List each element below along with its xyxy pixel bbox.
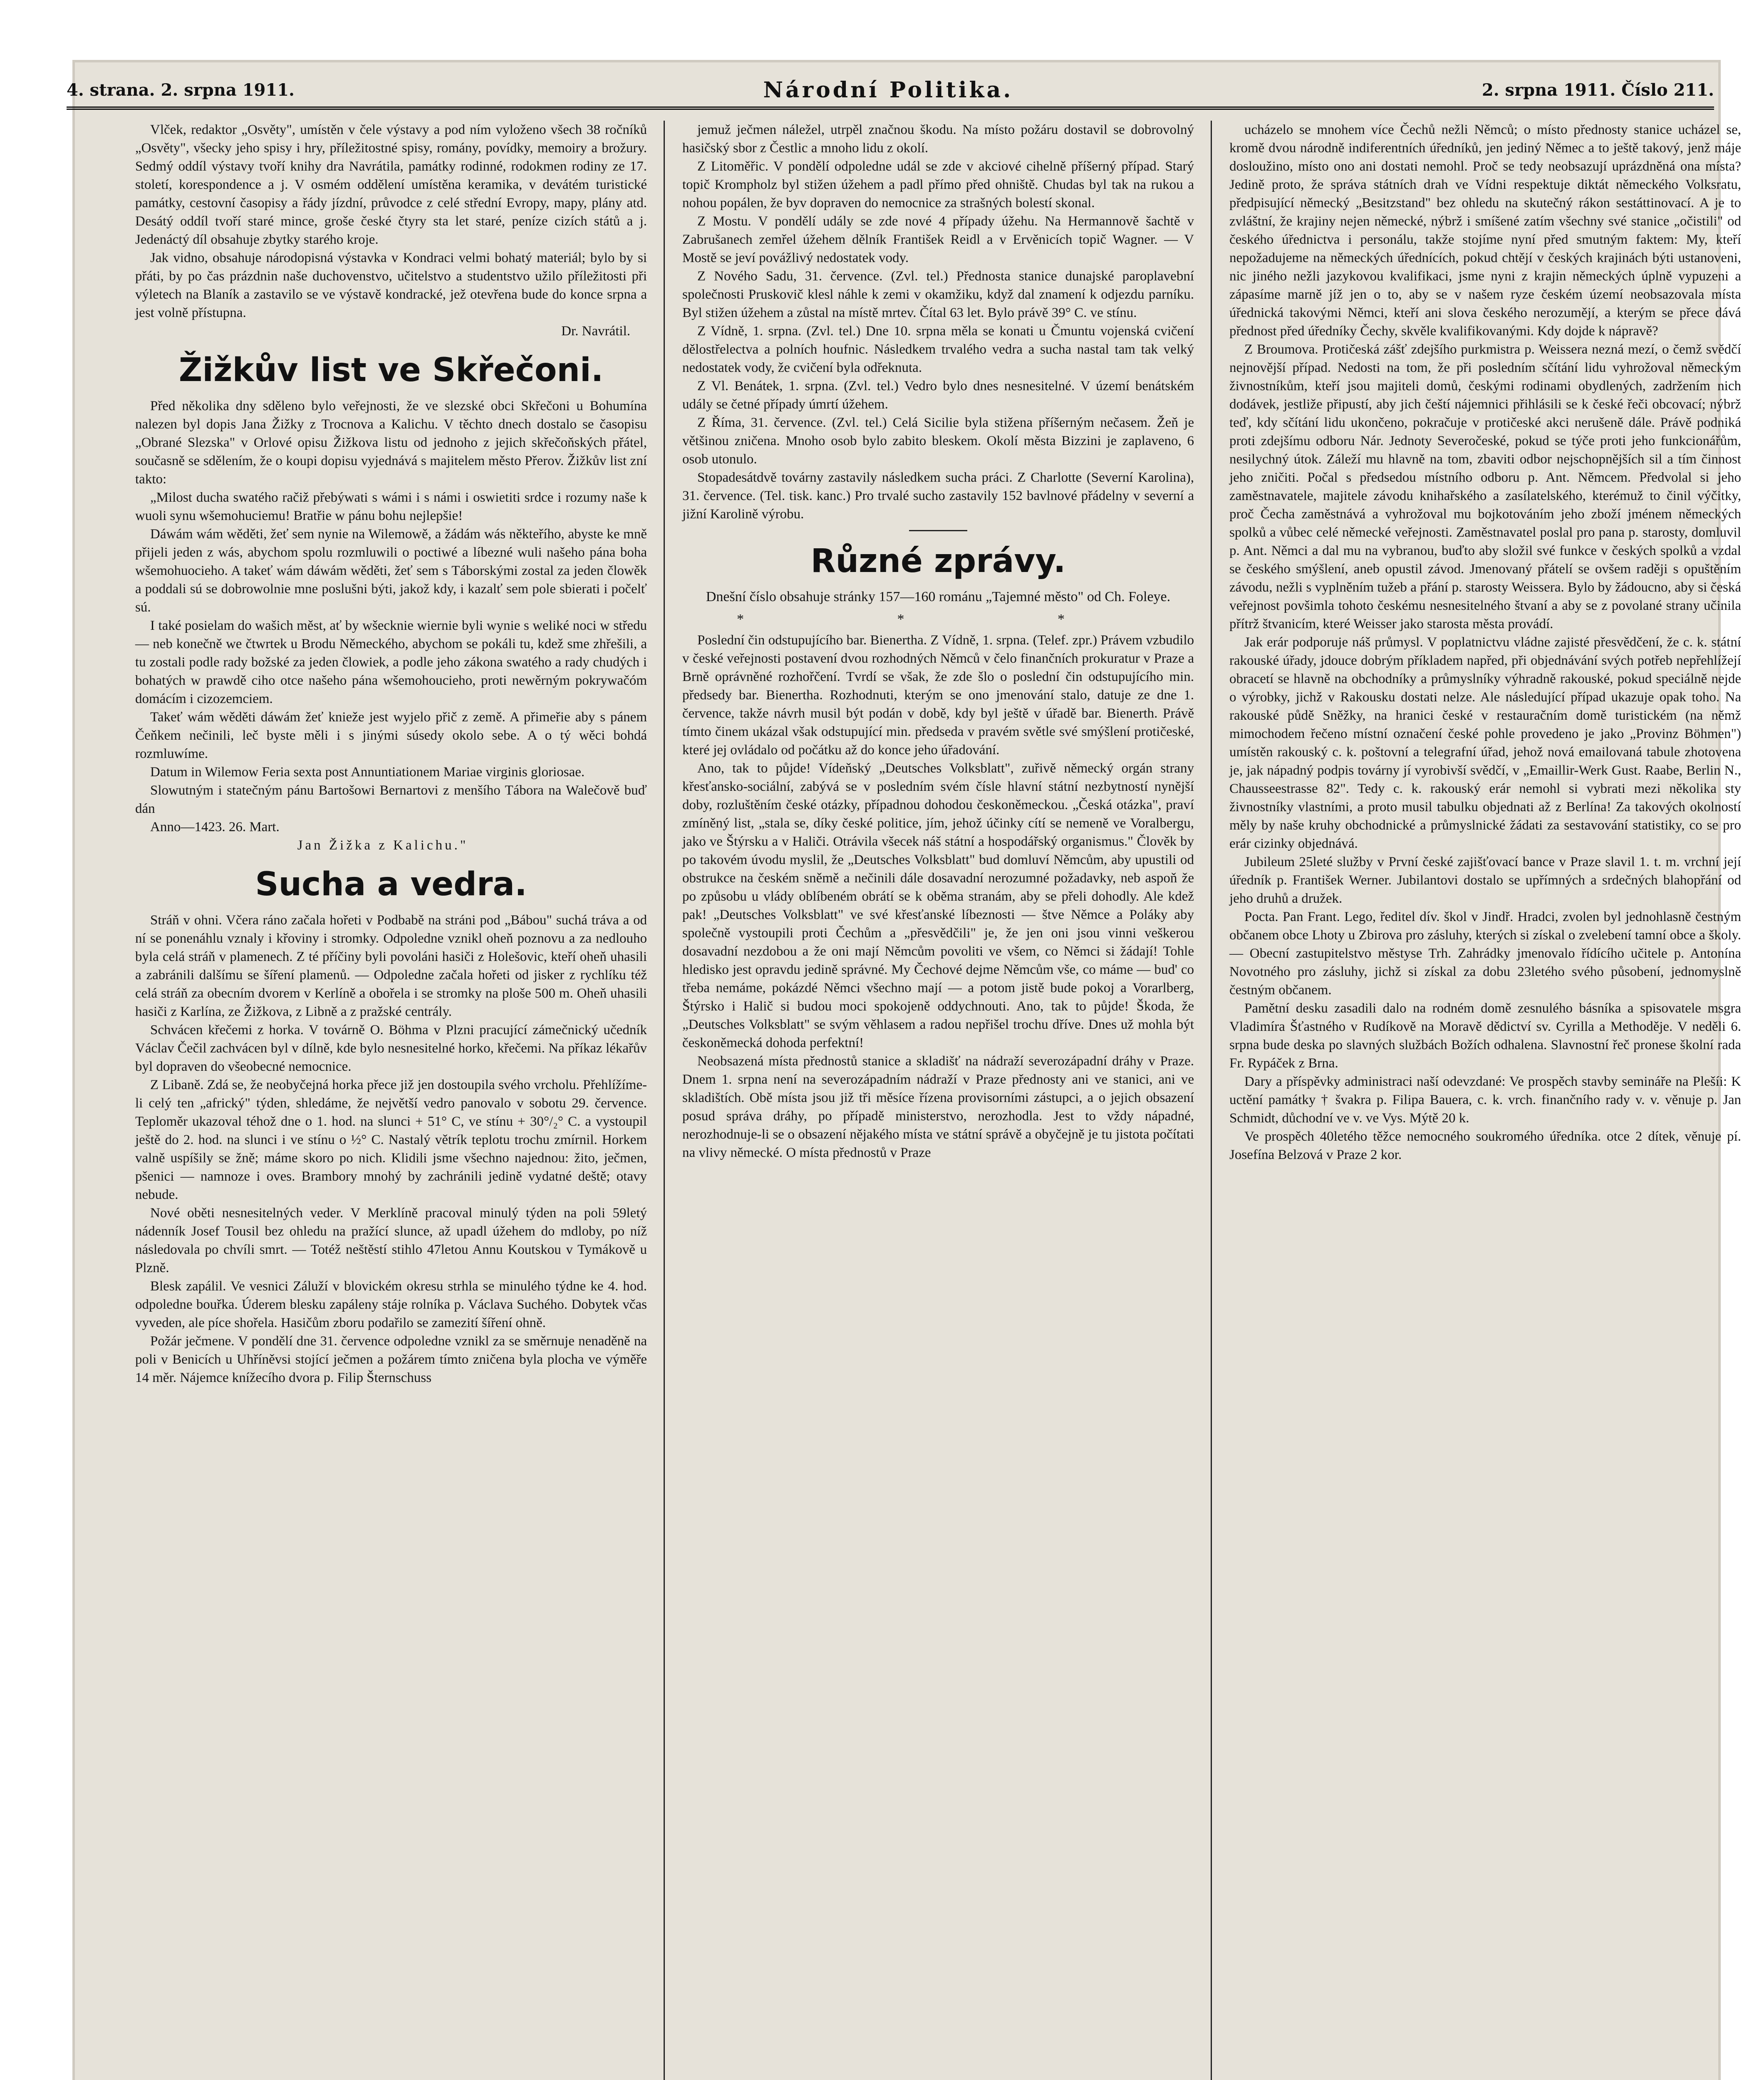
section-heading: Různé zprávy.: [810, 542, 1066, 580]
column-divider: [664, 121, 665, 2080]
column-2: [682, 121, 1194, 1162]
article-paragraph: ucházelo se mnohem více Čechů nežli Němců; o místo přednosty stanice ucházel se, kromě dvou národně indiferentních úředníků, jen jediný Němec a to ještě takový, jenž máje dosloužino, místo ono ani dostati nemohl. Proč se tedy neobsazují uprázdněná ona místa? Jedině proto, že správa státních drah ve Vídni respektuje diktát německého Volksratu, předpisující německý „Besitzstand" bez ohledu na skutečný rákon sestáttinovací. A je to zvláštní, že krajiny nejen německé, nýbrž i smíšené zatím všechny své stanice „očistili" od českého úřednictva i personálu, takže stojíme nyní před smutným faktem: My, kteří nepožadujeme na německých úřednících, pokud chtějí v českých krajinách býti ustanoveni, nic jiného nežli jazykovou kvalifikaci, jsme nyni z krajin německých úplně vypuzeni a zápasíme marně jíž jen o to, aby se v našem ryze českém území neobsazovala místa úřednická takovými Němci, kteří ani slova českého nerozumějí, a kterým se přece dává přednost před úředníky Čechy, skvěle kvalifikovanými. Kdy dojde k nápravě?: [1229, 122, 1741, 339]
article-paragraph: Z Vl. Benátek, 1. srpna. (Zvl. tel.) Vedro bylo dnes nesnesitelné. V území benátském udály se četné případy úmrtí úžehem.: [682, 379, 1194, 412]
masthead: [67, 73, 1714, 110]
article-paragraph: Ve prospěch 40letého těžce nemocného soukromého úředníka. otce 2 dítek, věnuje pí. Josefína Belzová v Praze 2 kor.: [1229, 1129, 1741, 1162]
article-paragraph: Poslední čin odstupujícího bar. Bienertha. Z Vídně, 1. srpna. (Telef. zpr.) Právem vzbudilo v české veřejnosti postavení dvou rozhodných Němců v čelo finančních prokuratur v Praze a Brně oprávněné rozhořčení. Tvrdí se však, že zde šlo o poslední čin odstupujícího min. předsedy bar. Bienertha. Rozhodnuti, kterým se ono jmenování stalo, datuje ze dne 1. července, takže návrh musil být podán v době, kdy byl ještě v úřadě bar. Bienerth. Právě tímto činem ukázal však odstupující min. předseda v pravém světle své smýšlení protičeské, které jej ovládalo od počátku až do konce jeho úřadování.: [682, 633, 1194, 758]
article-paragraph: Dary a příspěvky administraci naší odevzdané: Ve prospěch stavby semináře na Plešíi: K uctění památky † švakra p. Filipa Bauera, c. k. vrch. finančního rady v. v. věnuje p. Jan Schmidt, důchodní ve v. ve Vys. Mýtě 20 k.: [1229, 1074, 1741, 1126]
article-paragraph: „Milost ducha swatého račiž přebýwati s wámi i s námi i oswietiti srdce i rozumy naše k wuoli synu wšemohuciemu! Bratřie w pánu bohu nejlepšie!: [135, 490, 647, 523]
article-paragraph: Takeť wám wěděti dáwám žeť knieže jest wyjelo přič z země. A přimeřie aby s pánem Čeňkem nečinili, leč byste měli i s jinými súsedy okolo sebe. A o tý wěci bohdá rozmluwíme.: [135, 710, 647, 761]
column-3: [1229, 121, 1741, 1164]
article-paragraph: Vlček, redaktor „Osvěty", umístěn v čele výstavy a pod ním vyloženo všech 38 ročníků „Osvěty", všecky jeho spisy i hry, příležitostné spisy, romány, povídky, memoiry a brožury. Sedmý oddíl výstavy tvoří knihy dra Navrátila, památky rodinné, rodokmen rodiny ze 17. století, korespondence a j. V osmém oddělení umístěna keramika, v devátém turistické památky, cestovní časopisy a řády jízdní, průvodce z celé střední Evropy, mapy, plány atd. Desátý oddíl tvoří staré mince, groše české čtyry sta let staré, peníze cizích států a j. Jedenáctý díl obsahuje zbytky starého kroje.: [135, 122, 647, 247]
letter-signature: Jan Žižka z Kalichu.": [297, 838, 468, 853]
article-paragraph: Jak vidno, obsahuje národopisná výstavka v Kondraci velmi bohatý materiál; bylo by si přáti, by po čas prázdnin naše duchovenstvo, učitelstvo a studentstvo užilo příležitosti při výletech na Blaník a zastavilo se ve výstavě kondracké, jež otevřena bude do konce srpna a jest volně přístupna.: [135, 250, 647, 320]
article-paragraph: Stopadesátdvě továrny zastavily následkem sucha práci. Z Charlotte (Severní Karolina), 31. července. (Tel. tisk. kanc.) Pro trvalé sucho zastavily 152 bavlnové přádelny v severní a jižní Karolině výrobu.: [682, 470, 1194, 522]
article-paragraph: Stráň v ohni. Včera ráno začala hořeti v Podbabě na stráni pod „Bábou" suchá tráva a od ní se ponenáhlu vznaly i křoviny i stromky. Odpoledne vznikl oheň poznovu a za nedlouho byla celá stráň v plamenech. Z té příčiny byli povoláni hasiči z Holešovic, kteří oheň uhasili a zabránili dalšímu se šíření plamenů. — Odpoledne začala hořeti od jisker z rychlíku též celá stráň za obecním dvorem v Kerlíně a obořela i se stromky na ploše 500 m. Oheň uhasili hasiči z Karlína, ze Žižkova, z Libně a z pražské centrály.: [135, 913, 647, 1019]
article-paragraph: Z Litoměřic. V pondělí odpoledne udál se zde v akciové cihelně příšerný případ. Starý topič Krompholz byl stižen úžehem a padl přímo před ohniště. Chudas byl tak na rukou a nohou popálen, že byv dopraven do nemocnice za strašných bolestí skonal.: [682, 159, 1194, 210]
article-paragraph: Blesk zapálil. Ve vesnici Záluží v blovickém okresu strhla se minulého týdne ke 4. hod. odpoledne bouřka. Úderem blesku zapáleny stáje rolníka p. Václava Suchého. Dobytek včas vyveden, ale píce shořela. Hasičům zboru podařilo se zamezití šíření ohně.: [135, 1279, 647, 1330]
article-paragraph: Pocta. Pan Frant. Lego, ředitel dív. škol v Jindř. Hradci, zvolen byl jednohlasně čestným občanem obce Lhoty u Zbirova pro zásluhy, kterých si získal o zvelebení tamní obce a školy. — Obecní zastupitelstvo městyse Trh. Zahrádky jmenovalo řídícího učitele p. Antonína Novotného pro zásluhy, jichž si získal za dobu 23letého svého působení, jednomyslně čestným občanem.: [1229, 909, 1741, 998]
article-paragraph: Nové oběti nesnesitelných veder. V Merklíně pracoval minulý týden na poli 59letý nádenník Josef Tousil bez ohledu na pražící slunce, až upadl úžehem do mdloby, po níž následovala po chvíli smrt. — Totéž neštěstí stihlo 47letou Annu Koutskou v Tymákově u Plzně.: [135, 1206, 647, 1275]
article-paragraph: Před několika dny sdělenо bylo veřejnosti, že ve slezské obci Skřečoni u Bohumína nalezen byl dopis Jana Žižky z Trocnova a Kalichu. V těchto dnech dostalo se časopisu „Obrané Slezska" v Orlové opisu Žižkova listu od jednoho z jejich skřečoňských přátel, současně se sdělením, že o koupi dopisu vyjednává s majitelem město Přerov. Žižkův list zní takto:: [135, 399, 647, 487]
article-paragraph: Z Vídně, 1. srpna. (Zvl. tel.) Dne 10. srpna měla se konati u Čmuntu vojenská cvičení dělostřelectva a polních houfnic. Následkem trvalého vedra a sucha nastal tam tak velký nedostatek vody, že cvičení byla odřeknuta.: [682, 324, 1194, 375]
article-paragraph: Dáwám wám wěděti, žeť sem nynie na Wilemowě, a žádám wás někteřího, abyste ke mně přijeli jeden z wás, abychom spolu rozmluwili o poctiwé a líbezné wuli našeho pána boha wšemohuocieho. A takeť wám dáwám wěděti, žeť sem s Táborskými zostal za jeden člowěk a poddali sú se dobrowolnie mne poslušni býti, jakož kdy, i kazalť sem pole sbierati i počelť sú.: [135, 527, 647, 615]
header-left-date: 4. strana. 2. srpna 1911.: [67, 80, 295, 100]
article-paragraph: Z Říma, 31. července. (Zvl. tel.) Celá Sicilie byla stižena příšerným nečasem. Žeň je většinou zničena. Mnoho osob bylo zabito bleskem. Okolí města Bizzini je zaplaveno, 6 osob utonulo.: [682, 415, 1194, 467]
column-1: [135, 121, 647, 1387]
article-heading: Žižkův list ve Skřečoni.: [178, 352, 604, 389]
article-heading: Sucha a vedra.: [255, 866, 527, 903]
header-right-issue: 2. srpna 1911. Číslo 211.: [1482, 80, 1714, 100]
article-paragraph: Neobsazená místa přednostů stanice a skladišť na nádraží severozápadní dráhy v Praze. Dnem 1. srpna není na severozápadním nádraží v Praze přednosty ani ve stanici, ani ve skladištích. Obě místa jsou již tři měsíce řízena provisorními zástupci, a o jejich obsazení posud správa dráhy, po případě ministerstvo, nerozhodla. Jest to vždy nápadné, nerozhodnuje-li se o obsazení nějakého místa ve státní správě a obyčejně je tu jistota počítati na vlivy německé. O místa přednostů v Praze: [682, 1054, 1194, 1160]
article-paragraph: Jak erár podporuje náš průmysl. V poplatnictvu vládne zajisté přesvědčení, že c. k. státní rakouské úřady, jdouce dobrým příkladem napřed, při objednávání svých potřeb nepřehlížejí obracetí se hlavně na obchodníky a průmyslníky výhradně rakouské, pokud speciálně nejde o výrobky, jichž v Rakousku dostati nelze. Ale následující případ ukazuje opak toho. Na rakouské půdě Sněžky, na hranici české v restauračním domě turistickém (na němž mimochodem řečeno místní označení české pohle provedeno je jako „Provinz Böhmen") umístěn rakouský c. k. poštovní a telegrafní úřad, jehož nová emailovaná tabule zhotovena je, jak nápadný podpis továrny jí vyrobivší svědčí, v „Emaillir-Werk Gust. Raabe, Berlin N., Chausseestrasse 82". Tedy c. k. rakouský erár nemohl si vybrati mezi několika sty živnostníky vlastními, a proto musil tabulku objednati až z Berlína! Za takových okolností měly by naše kruhy obchodnické a průmyslnické žádati za sestavování statistiky, co se pro erár cizinky objednává.: [1229, 635, 1741, 851]
letter-date: Anno—1423. 26. Mart.: [150, 820, 280, 834]
article-paragraph: Z Mostu. V pondělí udály se zde nové 4 případy úžehu. Na Hermannově šachtě v Zabrušanech zemřel úžehem dělník František Reidl a v Ervěnicích topič Wagner. — V Mostě se jeví povážlivý nedostatek vody.: [682, 214, 1194, 265]
serial-notice: Dnešní číslo obsahuje stránky 157—160 románu „Tajemné město" od Ch. Foleye.: [706, 589, 1171, 604]
article-paragraph: I také posielam do wašich měst, ať by wšecknie wiernie byli wynie s weliké noci w středu — neb konečně we čtwrtek u Brodu Německého, abychom se pokáli tu, kdež sme zhřešili, a tu zostali podle rady božské za jeden člowiek, a podle jeho zákona swatého a rady chudých i bohatých w prawdě ciho otce našeho pána wšemohoucieho, proti newěrným pokrywačóm domácím i cizozemciem.: [135, 618, 647, 706]
signature: Dr. Navrátil.: [561, 324, 630, 339]
article-paragraph: Z Broumova. Protičeská zášť zdejšího purkmistra p. Weissera nezná mezí, o čemž svědčí nejnovější případ. Nedosti na tom, že při posledním sčítání lidu vyhrožoval německým živnostníkům, kteří jsou majiteli domů, českými rodinami obydlených, zadržením nich dodávek, jestliže připustí, aby jich čeští nájemnici přihlásili se k české řeči obcovací; nýbrž teď, kdy sčítání lidu ukončeno, pokračuje v protičeské akci nerušeně dále. Právě podniká proti zdejšímu odboru Nár. Jednoty Severočeské, pokud se týče proti jeho funkcionářům, nesilychný útok. Záleží mu hlavně na tom, zbaviti odbor nejschopnějších sil a tím činnost jeho zničiti. Počal s předsedou místního odboru p. Ant. Němcem. Předvolal si jeho zaměstnavatele, majitele závodu knihařského a zasílatelského, kterémuž to činil výčitky, proč Čecha zaměstnává a vyhrožoval mu bojkotováním jeho zboží jménem německých spolků a vůbec celé německé veřejnosti. Zaměstnavatel poslal pro pana p. starosty, domluvil p. Ant. Němci a dal mu na vybranou, buďto aby složil své funkce v českých spolků a vzdal se českého smýšlení, aneb opustil závod. Jmenovaný přátelí se ovšem raději s opuštěním závodu, nežli s vyplněním tužeb a přání p. starosty Weissera. Bylo by žádoucno, aby si česká veřejnost povšimla tohoto českému nesnesitelného štvaní a aby se z povolané strany učinila přítrž štvanicím, které Weisser jako starosta města provádí.: [1229, 342, 1741, 631]
article-paragraph: Jubileum 25leté služby v První české zajišťovací bance v Praze slavil 1. t. m. vrchní její úředník p. František Werner. Jubilantovi dostalo se upřímných a srdečných blahopřání od jeho druhů a družek.: [1229, 854, 1741, 906]
section-divider: [909, 530, 967, 531]
article-paragraph: Ano, tak to půjde! Vídeňský „Deutsches Volksblatt", zuřivě německý orgán strany křesťansko-sociální, zabývá se v posledním svém čísle hlavní státní nezbytností nynější doby, rozluštěním české otázky, případnou dohodou českoněmeckou. „Česká otázka", praví zmíněný list, „stala se, díky české politice, jím, jehož účinky cítí se nemeně ve Voralbergu, jako ve Štýrsku a v Haliči. Otrávila všecek náš státní a hospodářský organismus." Člověk by po takovém úvodu myslil, že „Deutsches Volksblatt" bud domluví Němcům, aby upustili od obstrukce na českém sněmě a nečinili dále dosavadní nerozumné požadavky, neb aspoň že po způsobu u vlády oblíbeném obrátí se k oběma stranám, aby se přeli dohodly. Ale kdež pak! „Deutsches Volksblatt" ve své křesťanské líbeznosti — štve Němce a Poláky aby společně vystoupili proti Čechům a „přesvědčili" je, že jen oni jsou vinni veškerou dosavadní nezdobou a že oni mají Němcům povoliti ve všem, co Němci si žádají! Tohle hledisko jest opravdu jedině správné. My Čechové dejme Němcům vše, co máme — bud' co třeba nemáme, pokázdé Němci všechno mají — a potom jistě bude pokoj a Vorarlberg, Štýrsko i Halič si budou moci spokojeně oddychnouti. Ano, tak to půjde! Škoda, že „Deutsches Volksblatt" se svým věhlasem a radou nepřišel trochu dříve. Dnes už mohla být českoněmecká dohoda perfektní!: [682, 761, 1194, 1050]
article-paragraph: Pamětní desku zasadili dalo na rodném domě zesnulého básníka a spisovatele msgra Vladimíra Šťastného v Rudíkově na Moravě dědictví sv. Cyrilla a Methoděje. V neděli 6. srpna bude deska po slavných službách Božích odhalena. Slavnostní řeč pronese školní rada Fr. Rypáček z Brna.: [1229, 1001, 1741, 1071]
article-paragraph: Schvácen křečemi z horka. V továrně O. Böhma v Plzni pracující zámečnický učedník Václav Čečil zachvácen byl v dílně, kde bylo nesnesitelné horko, křečemi. Na příkaz lékařův byl dopraven do všeobecné nemocnice.: [135, 1023, 647, 1074]
asterism: * * *: [737, 612, 1140, 627]
article-paragraph: Datum in Wilemow Feria sexta post Annuntiationem Mariae virginis gloriosae.: [150, 765, 585, 780]
article-paragraph: jemuž ječmen náležel, utrpěl značnou škodu. Na místo požáru dostavil se dobrovolný hasičský sbor z Čestlic a mnoho lidu z okolí.: [682, 122, 1194, 156]
article-paragraph: Požár ječmene. V pondělí dne 31. července odpoledne vznikl za se směrnuje nenaděně na poli v Benicích u Uhříněvsi stojící ječmen a požárem tímto zničena byla plocha ve výměře 14 měr. Nájemce knížecího dvora p. Filip Šternschuss: [135, 1334, 647, 1385]
article-paragraph: Z Nového Sadu, 31. července. (Zvl. tel.) Přednosta stanice dunajské paroplavební společnosti Pruskovič klesl náhle k zemi v okamžiku, když dal znamení k odjezdu parníku. Byl stižen úžehem a zůstal na místě mrtev. Čítal 63 let. Bylo právě 39° C. ve stínu.: [682, 269, 1194, 320]
article-paragraph: Slowutným i statečným pánu Bartošowi Bernartovi z menšího Tábora na Walečově buď dán: [135, 783, 647, 816]
article-paragraph: Z Libaně. Zdá se, že neobyčejná horka přece již jen dostoupila svého vrcholu. Přehlížíme-li celý ten „africký" týden, shledáme, že největší vedro panovalo v sobotu 29. července. Teploměr ukazoval téhož dne o 1. hod. na slunci + 51° C, ve stínu + 30°/₂° C. a vystoupil ještě do 2. hod. na slunci i ve stínu o ½° C. Nastalý větrík teplotu trochu zmírnil. Horkem valně uspíšily se žně; máme skoro po nich. Klidili jsme všechno najednou: žito, ječmen, pšenici — namnoze i oves. Brambory mnohý by zachránili jedině vydatné deště; otavy nebude.: [135, 1077, 647, 1202]
newspaper-title: Národní Politika.: [763, 77, 1013, 103]
column-divider: [1211, 121, 1212, 2080]
